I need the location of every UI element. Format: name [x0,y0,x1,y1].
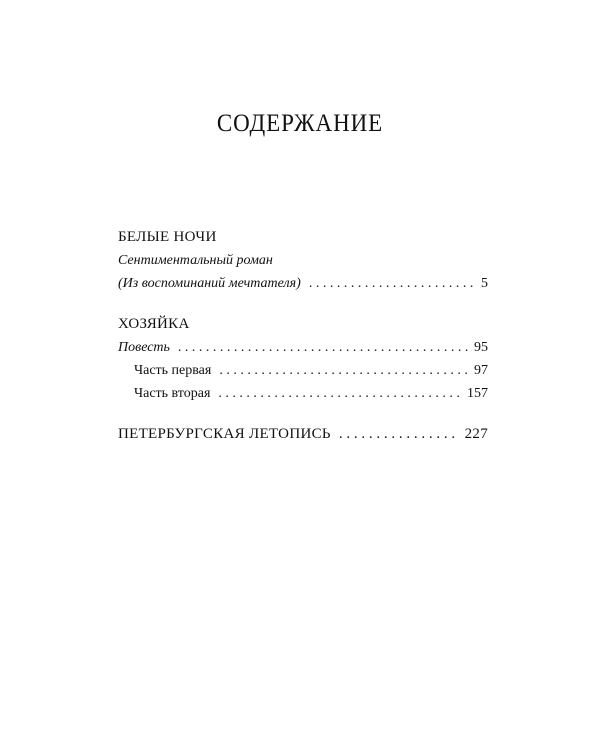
toc-entry-landlady-subtitle[interactable] [118,336,488,359]
toc-entry-label: Часть первая [134,363,212,378]
toc-entry-white-nights-subtitle2[interactable] [118,272,488,295]
toc-page-number: 95 [474,340,488,355]
toc-entry-white-nights-subtitle[interactable] [118,249,488,272]
page-title: СОДЕРЖАНИЕ [216,110,384,137]
toc-page-number: 97 [474,363,488,378]
table-of-contents [118,226,488,446]
toc-page-number: 157 [467,386,488,401]
toc-entry-label: Повесть [118,340,170,355]
toc-entry-label: Часть вторая [134,386,211,401]
toc-entry-landlady-title[interactable] [118,313,488,336]
toc-entry-white-nights-title[interactable] [118,226,488,249]
toc-entry-label: Сентиментальный роман [118,253,273,268]
dot-leader [309,272,475,295]
toc-page-number: 5 [481,276,488,291]
toc-entry-label: ПЕТЕРБУРГСКАЯ ЛЕТОПИСЬ [118,426,331,442]
dot-leader [219,359,468,382]
dot-leader [178,336,468,359]
toc-page-number: 227 [464,426,488,442]
toc-entry-label: ХОЗЯЙКА [118,316,190,332]
toc-entry-chronicle[interactable] [118,423,488,446]
toc-entry-label: БЕЛЫЕ НОЧИ [118,229,217,245]
toc-entry-label: (Из воспоминаний мечтателя) [118,276,301,291]
toc-entry-landlady-part2[interactable] [118,382,488,405]
toc-entry-landlady-part1[interactable] [118,359,488,382]
dot-leader [339,423,459,446]
dot-leader [218,382,461,405]
